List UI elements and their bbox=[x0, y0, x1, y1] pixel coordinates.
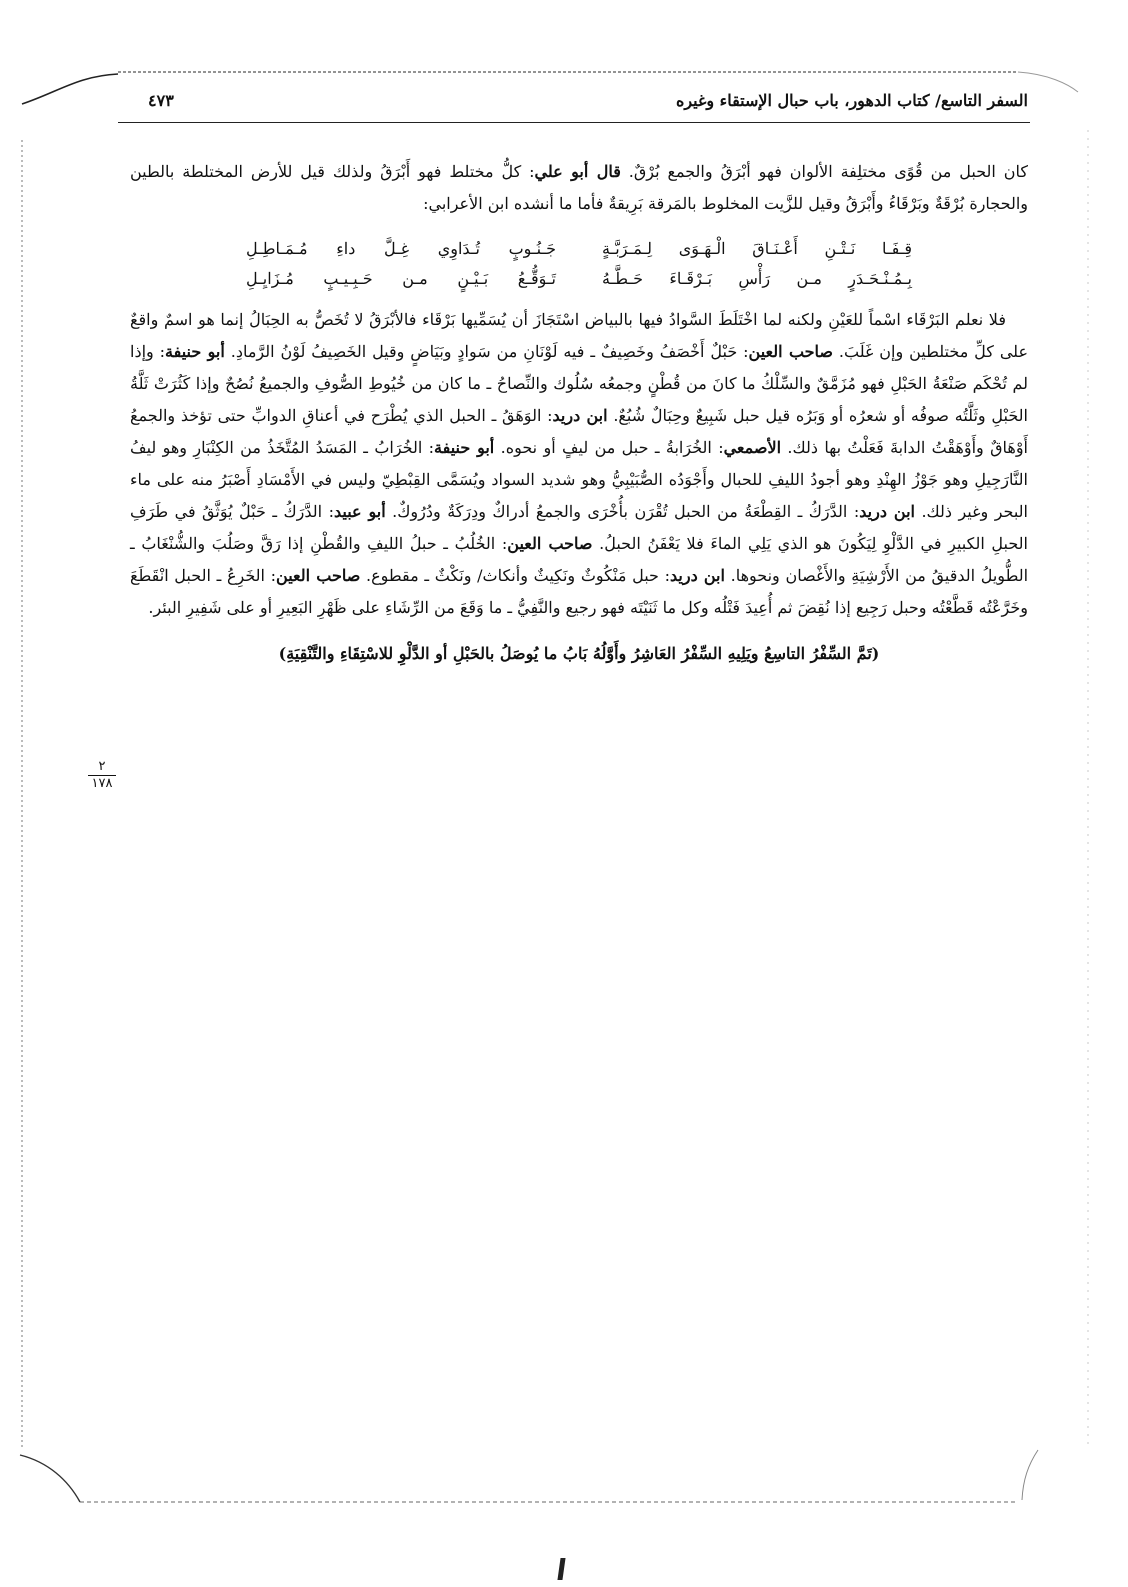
closing-note: (تَمَّ السِّفْرُ التاسِعُ ويَلِيهِ السِّفْرُ العَاشِرُ وأَوَّلُهُ بَابُ ما يُوصَلُ بالحَبْلِ أو الدَّلْوِ للاسْتِقَاءِ والتَّنْقِيَةِ) bbox=[278, 644, 880, 663]
verse-hemistich-second: تَـوَقُّـعُ بَـيْـنٍ مـن حَـبِـيـبٍ مُـزَايِـلِ bbox=[246, 269, 556, 288]
verse-hemistich-first: بِـمُـنْـحَـدَرٍ مـن رَأْسِ بَـرْقَـاءَ حَـطَّـهُ bbox=[602, 269, 912, 288]
author-name: قال أبو علي bbox=[534, 162, 621, 181]
paragraph-1 bbox=[130, 156, 1028, 220]
text-run: : الخُرَابةُ ـ حبل من ليفٍ أو نحوه. bbox=[494, 438, 724, 457]
author-name: صاحب العين bbox=[748, 342, 834, 361]
text-run: : الخَرِعُ ـ الحبل انْقَطَعَ وخَرَّعْتُه قَطَّعْتُه وحبل رَجِيع إذا نُقِضَ ثم أُعِيدَ فَتْلُه وكل ما ثَنَيْتَه فهو رجيع والنَّفِيُّ ـ ما وَقَعَ من الرِّشَاءِ على ظَهْرِ البَعِيرِ أو على شَفِيرِ البئر. bbox=[130, 566, 1028, 617]
author-name: ابن دريد bbox=[669, 566, 725, 585]
verse-line bbox=[130, 264, 1028, 294]
author-name: صاحب العين bbox=[276, 566, 361, 585]
verse-line bbox=[130, 234, 1028, 264]
main-text bbox=[130, 156, 1028, 670]
running-header bbox=[138, 91, 1028, 117]
text-run: : كلُّ مختلط فهو أَبْرَقُ ولذلك قيل للأرض المختلطة بالطين والحجارة بُرْقَةٌ وبَرْقَاءُ وأَبْرَقُ وقيل للزَّيت المخلوط بالمَرقة بَرِيقةٌ فأما ما أنشده ابن الأعرابي: bbox=[130, 162, 1028, 213]
margin-manuscript-ref bbox=[84, 760, 120, 791]
text-run: : الدَّرَكُ ـ القِطْعَةُ من الحبل تُقْرَن بأُخْرَى والجمعُ أدراكٌ ودِرَكَةٌ ودُرُوكٌ. bbox=[385, 502, 860, 521]
text-run: : الخُرَابُ ـ المَسَدُ المُتَّخَذُ من الكِنْبَارِ وهو ليفُ النَّارَجِيلِ وهو جَوْزُ الهِنْدِ وهو أجودُ الليفِ للحبال وأَجْوَدُه الصُّبَيْبِيُّ وهو شديد السواد ويُسَمَّى القِبْطِيّ وليس في الأَمْسَادِ أَصْبَرُ منه على ماء البحر وغير ذلك. bbox=[130, 438, 1028, 521]
margin-ref-top: ٢ bbox=[98, 759, 106, 774]
text-run: : حَبْلٌ أَخْصَفُ وخَصِيفٌ ـ فيه لَوْنَانِ من سَوادٍ وبَيَاضٍ وقيل الخَصِيفُ لَوْنُ الرَّمادِ. bbox=[224, 342, 749, 361]
author-name: الأصمعي bbox=[723, 438, 782, 457]
author-name: أبو حنيفة bbox=[165, 342, 225, 361]
text-run: : الوَهَقُ ـ الحبل الذي يُطْرَح في أعناقِ الدوابِّ حتى تؤخذ والجمعُ أَوْهَاقٌ وأَوْهَقْتُ الدابةَ فَعَلْتُ بها ذلك. bbox=[130, 406, 1029, 457]
author-name: ابن دريد bbox=[859, 502, 915, 521]
author-name: صاحب العين bbox=[507, 534, 593, 553]
text-run: : حبل مَنْكُوثٌ ونَكِيثٌ وأنكاث/ ونَكْثٌ ـ مقطوع. bbox=[360, 566, 670, 585]
author-name: أبو عبيد bbox=[333, 502, 386, 521]
text-run: : الدَّرَكُ ـ حَبْلٌ يُوَثَّقُ في طَرَفِ الحبلِ الكبيرِ في الدَّلْوِ لِيَكُونَ هو الذي يَلِي الماءَ فلا يَعْفَنُ الحبلُ. bbox=[130, 502, 1029, 553]
verse-hemistich-second: جَـنُـوبٍ تُـدَاوِي غِـلَّ داءِ مُـمَـاطِـلِ bbox=[246, 239, 556, 258]
author-name: ابن دريد bbox=[552, 406, 608, 425]
paragraph-2 bbox=[130, 304, 1028, 624]
text-run: كان الحبل من قُوًى مختلِفة الألوان فهو أبْرَقُ والجمع بُرْقٌ. bbox=[620, 162, 1028, 181]
header-rule bbox=[118, 122, 1030, 123]
text-run: : وإذا لم تُحْكَم صَنْعَةُ الحَبْلِ فهو مُزَمَّقٌ والسِّلْكُ ما كانَ من قُطْنٍ وجمعُه سُلُوك والنِّصاحُ ـ ما كان من خُيُوطِ الصُّوفِ والجميعُ نُصُحٌ وإذا كَثُرَتْ ثَلَّةُ الحَبْلِ وثَلَّتُه صوفُه أو شعرُه أو وَبَرُه قيل حبل شَبِيعٌ وحِبَالٌ شُبُعٌ. bbox=[130, 342, 1028, 425]
text-run: فلا نعلم البَرْقَاء اسْماً للعَيْنِ ولكنه لما اخْتَلَطَ السَّوادُ فيها بالبياض اسْتَجَازَ أن يُسَمِّيها بَرْقَاء فالأبْرَقُ لا تُخَصُّ به الحِبَالُ إنما هو اسمٌ واقعٌ على كلِّ مختلطين وإن غَلَبَ. bbox=[130, 310, 1028, 361]
author-name: أبو حنيفة bbox=[434, 438, 495, 457]
verse-hemistich-first: قِـفَـا نَـتْـنِ أَعْـنَـاقَ الْـهَـوَى لِـمَـرَبَّـةٍ bbox=[602, 239, 912, 258]
verse-block bbox=[130, 234, 1028, 294]
page-number: ٤٧٣ bbox=[148, 91, 174, 110]
margin-ref-bottom: ١٧٨ bbox=[91, 776, 113, 791]
scan-mark bbox=[557, 1558, 565, 1580]
running-title: السفر التاسع/ كتاب الدهور، باب حبال الإستقاء وغيره bbox=[675, 91, 1028, 110]
text-run: : الخُلُبُ ـ حبلُ الليفِ والقُطْنِ إذا رَقَّ وصَلُبَ والشُّنْغَابُ ـ الطُّويلُ الدقيقُ من الأَرْشِيَةِ والأَغْصان ونحوها. bbox=[130, 534, 1029, 585]
